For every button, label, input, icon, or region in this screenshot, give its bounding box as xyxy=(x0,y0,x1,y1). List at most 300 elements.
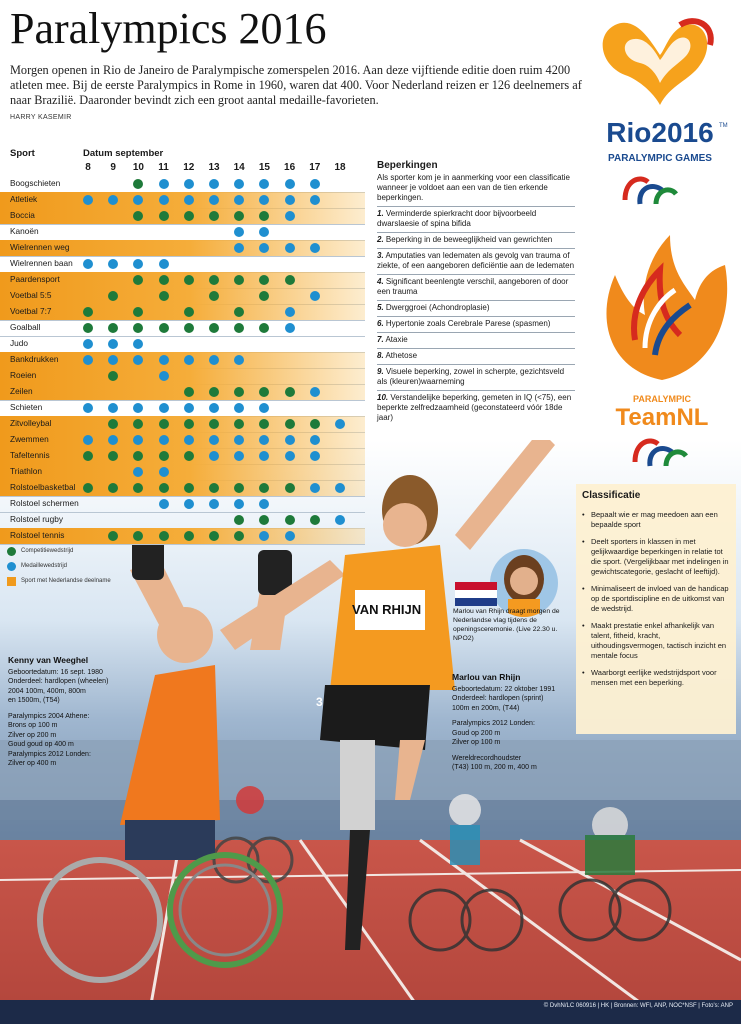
bio-line: Geboortedatum: 22 oktober 1991 xyxy=(452,685,556,693)
rio-2016-logo xyxy=(585,5,735,165)
competition-dot xyxy=(108,419,118,429)
bio-line: Geboortedatum: 16 sept. 1980 xyxy=(8,668,103,676)
sport-name: Rolstoel tennis xyxy=(10,530,65,540)
medal-dot xyxy=(310,483,320,493)
competition-dot xyxy=(133,483,143,493)
beperkingen-panel xyxy=(377,160,575,426)
sport-name: Tafeltennis xyxy=(10,450,50,460)
bio-line: Zilver op 400 m xyxy=(8,760,57,767)
competition-dot xyxy=(234,531,244,541)
sport-name: Atletiek xyxy=(10,194,38,204)
competition-dot xyxy=(310,515,320,525)
competition-dot xyxy=(184,531,194,541)
medal-dot xyxy=(310,435,320,445)
sport-name: Schieten xyxy=(10,402,43,412)
sport-name: Judo xyxy=(10,338,28,348)
medal-dot xyxy=(259,243,269,253)
bio-line: 100m en 200m, (T44) xyxy=(452,704,520,712)
sport-name: Kanoën xyxy=(10,226,39,236)
bio-line: Goud goud op 400 m xyxy=(8,741,74,748)
medal-dot xyxy=(259,451,269,461)
medal-dot xyxy=(285,243,295,253)
sport-name: Roeien xyxy=(10,370,37,380)
medal-dot xyxy=(83,435,93,445)
credit-line: © DvhN/LC 060916 | HK | Bronnen: WFI, ANP, NOC*NSF | Foto's: ANP xyxy=(543,1003,733,1009)
medal-dot xyxy=(184,435,194,445)
classificatie-panel xyxy=(576,484,736,734)
medal-dot xyxy=(234,179,244,189)
marlou-results xyxy=(452,719,572,748)
competition-dot xyxy=(259,211,269,221)
medal-dot xyxy=(335,483,345,493)
competition-dot xyxy=(234,483,244,493)
competition-dot xyxy=(234,419,244,429)
sport-row xyxy=(0,528,365,545)
medal-dot xyxy=(83,195,93,205)
day-label: 13 xyxy=(208,162,220,173)
medal-dot xyxy=(133,403,143,413)
bio-line: Paralympics 2012 Londen: xyxy=(452,720,535,727)
bio-line: Paralympics 2012 Londen: xyxy=(8,750,91,758)
competition-dot xyxy=(259,483,269,493)
beperking-text: Ataxie xyxy=(385,335,408,344)
classificatie-item: • Minimaliseert de invloed van de handicap op de sportdiscipline en de uitkomst van de wedstrijd. xyxy=(582,584,732,614)
kenny-bio xyxy=(8,656,123,769)
page-title: Paralympics 2016 xyxy=(10,4,327,53)
day-label: 12 xyxy=(183,162,195,173)
dutch-swatch xyxy=(7,577,16,586)
medal-dot xyxy=(285,179,295,189)
beperking-number: 9. xyxy=(377,367,384,376)
schedule-table xyxy=(0,140,370,540)
medal-dot xyxy=(310,451,320,461)
beperking-text: Dwerggroei (Achondroplasie) xyxy=(385,303,490,312)
classificatie-item: • Deelt sporters in klassen in met gelijkwaardige beperkingen in relatie tot die sport. (Vergelijkbaar met indelingen in gewichtscategorie, geslacht of leeftijd). xyxy=(582,537,732,577)
sport-name: Boogschieten xyxy=(10,178,61,188)
sport-name: Wielrennen baan xyxy=(10,258,73,268)
competition-dot xyxy=(234,515,244,525)
beperking-item xyxy=(377,274,575,300)
bio-line: Onderdeel: hardlopen (sprint) xyxy=(452,695,544,702)
medal-dot xyxy=(133,467,143,477)
competition-dot xyxy=(133,211,143,221)
medal-dot xyxy=(209,195,219,205)
sport-name: Goalball xyxy=(10,322,41,332)
classificatie-list xyxy=(582,510,732,695)
medal-dot xyxy=(108,355,118,365)
day-label: 16 xyxy=(284,162,296,173)
teamnl-wordmark: TeamNL xyxy=(615,404,709,431)
sport-row xyxy=(0,496,365,513)
medal-dot xyxy=(159,179,169,189)
medal-dot xyxy=(133,259,143,269)
sport-name: Boccia xyxy=(10,210,35,220)
medal-dot xyxy=(259,179,269,189)
bio-line: Brons op 100 m xyxy=(8,722,58,729)
medal-dot xyxy=(133,355,143,365)
medal-dot xyxy=(209,451,219,461)
competition-dot xyxy=(83,307,93,317)
competition-dot xyxy=(259,387,269,397)
medal-dot xyxy=(310,243,320,253)
beperking-text: Verstandelijke beperking, gemeten in IQ (<75), een beperkte zelfredzaamheid (geconstateerd vóór 18de jaar) xyxy=(377,393,572,422)
medal-dot xyxy=(108,259,118,269)
medal-dot xyxy=(184,195,194,205)
competition-dot xyxy=(83,451,93,461)
marlou-caption: Marlou van Rhijn draagt morgen de Nederlandse vlag tijdens de openingsceremonie. (Live 22.30 u. NPO2) xyxy=(453,608,560,642)
medal-dot xyxy=(234,243,244,253)
sport-row xyxy=(0,288,365,305)
competition-dot xyxy=(159,419,169,429)
competition-dot xyxy=(108,451,118,461)
competition-dot xyxy=(234,323,244,333)
medal-dot xyxy=(234,195,244,205)
medal-dot xyxy=(184,499,194,509)
competition-dot xyxy=(234,275,244,285)
day-label: 14 xyxy=(233,162,245,173)
medal-dot xyxy=(159,259,169,269)
competition-dot xyxy=(83,483,93,493)
competition-swatch xyxy=(7,547,16,556)
competition-dot xyxy=(108,291,118,301)
beperking-number: 10. xyxy=(377,393,389,402)
beperking-item xyxy=(377,316,575,332)
competition-dot xyxy=(209,387,219,397)
competition-dot xyxy=(234,387,244,397)
teamnl-flame-icon xyxy=(590,230,735,480)
sport-name: Voetbal 5:5 xyxy=(10,290,52,300)
beperkingen-list xyxy=(377,206,575,426)
competition-dot xyxy=(133,323,143,333)
medal-dot xyxy=(209,355,219,365)
competition-dot xyxy=(108,371,118,381)
competition-dot xyxy=(108,531,118,541)
medal-dot xyxy=(184,403,194,413)
medal-dot xyxy=(234,451,244,461)
competition-dot xyxy=(310,419,320,429)
runner-bib-number: 3 xyxy=(316,695,323,709)
competition-dot xyxy=(209,419,219,429)
medal-dot xyxy=(259,227,269,237)
sport-row xyxy=(0,448,365,465)
competition-dot xyxy=(209,531,219,541)
competition-dot xyxy=(133,275,143,285)
medal-dot xyxy=(108,339,118,349)
competition-dot xyxy=(285,275,295,285)
beperking-item xyxy=(377,232,575,248)
competition-dot xyxy=(184,323,194,333)
sport-row xyxy=(0,176,365,193)
medal-dot xyxy=(108,435,118,445)
competition-dot xyxy=(209,483,219,493)
medal-dot xyxy=(234,403,244,413)
day-label: 18 xyxy=(334,162,346,173)
intro-text: Morgen openen in Rio de Janeiro de Paralympische zomerspelen 2016. Aan deze vijftiende editie doen ruim 4200 atleten mee. Bij de eerste Paralympics in Rome in 1960, waren dat 400. Voor Nederland reizen er 126 deelnemers af naar Brazilië. Daaronder bevindt zich een groot aantal medaille-favorieten. xyxy=(10,63,582,107)
competition-dot xyxy=(184,483,194,493)
medal-dot xyxy=(159,467,169,477)
beperking-number: 5. xyxy=(377,303,384,312)
sport-name: Zitvolleybal xyxy=(10,418,52,428)
agitos-icon xyxy=(620,170,680,208)
competition-dot xyxy=(285,483,295,493)
beperking-text: Amputaties van ledematen als gevolg van trauma of ziekte, of een aangeboren deficiëntie aan de ledematen xyxy=(377,251,575,270)
medal-dot xyxy=(310,291,320,301)
medal-dot xyxy=(133,195,143,205)
bio-line: Goud op 200 m xyxy=(452,729,501,737)
kenny-results xyxy=(8,712,123,769)
medal-dot xyxy=(209,179,219,189)
sport-row xyxy=(0,240,365,257)
medal-dot xyxy=(259,531,269,541)
beperking-number: 1. xyxy=(377,209,384,218)
medal-dot xyxy=(83,403,93,413)
sport-row xyxy=(0,400,365,417)
beperking-number: 7. xyxy=(377,335,384,344)
beperking-text: Visuele beperking, zowel in scherpte, gezichtsveld als (kleuren)waarneming xyxy=(377,367,565,386)
sport-row xyxy=(0,416,365,433)
sport-row xyxy=(0,304,365,321)
competition-dot xyxy=(234,211,244,221)
beperking-item xyxy=(377,332,575,348)
competition-dot xyxy=(159,323,169,333)
rio-wordmark: Rio2016 xyxy=(606,117,714,148)
day-label: 10 xyxy=(132,162,144,173)
day-label: 8 xyxy=(85,162,91,173)
beperking-item xyxy=(377,248,575,274)
beperking-number: 4. xyxy=(377,277,384,286)
medal-dot xyxy=(285,307,295,317)
beperking-text: Significant beenlengte verschil, aangeboren of door een trauma xyxy=(377,277,569,296)
competition-dot xyxy=(133,419,143,429)
sport-name: Rolstoel rugby xyxy=(10,514,64,524)
competition-dot xyxy=(159,291,169,301)
rio-subtitle: PARALYMPIC GAMES xyxy=(608,153,712,164)
medal-dot xyxy=(83,259,93,269)
competition-dot xyxy=(159,531,169,541)
competition-dot xyxy=(209,211,219,221)
medal-dot xyxy=(259,435,269,445)
medal-dot xyxy=(184,179,194,189)
sport-row xyxy=(0,256,365,273)
bio-line: Paralympics 2004 Athene: xyxy=(8,712,90,720)
sport-name: Bankdrukken xyxy=(10,354,59,364)
marlou-records xyxy=(452,754,572,773)
medal-dot xyxy=(259,499,269,509)
medal-dot xyxy=(83,339,93,349)
runner-bib-name: VAN RHIJN xyxy=(352,602,422,617)
medal-dot xyxy=(285,211,295,221)
competition-dot xyxy=(133,179,143,189)
competition-dot xyxy=(259,515,269,525)
medal-dot xyxy=(234,355,244,365)
sport-row xyxy=(0,208,365,225)
competition-dot xyxy=(159,451,169,461)
competition-dot xyxy=(259,275,269,285)
rio-tm-mark: TM xyxy=(719,123,728,129)
competition-dot xyxy=(159,483,169,493)
beperking-text: Athetose xyxy=(385,351,418,360)
beperkingen-title: Beperkingen xyxy=(377,160,438,171)
beperking-item xyxy=(377,348,575,364)
sport-row xyxy=(0,224,365,241)
competition-dot xyxy=(108,323,118,333)
sport-name: Triathlon xyxy=(10,466,42,476)
competition-dot xyxy=(108,483,118,493)
competition-dot xyxy=(209,275,219,285)
legend-dutch-label: Sport met Nederlandse deelname xyxy=(21,578,111,584)
competition-dot xyxy=(285,515,295,525)
byline: HARRY KASEMIR xyxy=(10,114,72,121)
dutch-flag-icon xyxy=(455,582,497,606)
beperking-text: Beperking in de beweeglijkheid van gewrichten xyxy=(385,235,553,244)
bio-line: en 1500m, (T54) xyxy=(8,697,60,704)
bio-line: Wereldrecordhoudster xyxy=(452,754,522,762)
classificatie-title: Classificatie xyxy=(582,490,641,501)
sport-row xyxy=(0,512,365,529)
sport-name: Rolstoelbasketbal xyxy=(10,482,76,492)
legend-medal-label: Medaillewedstrijd xyxy=(21,563,68,569)
competition-dot xyxy=(159,275,169,285)
bio-line: 2004 100m, 400m, 800m xyxy=(8,687,86,695)
day-label: 11 xyxy=(158,162,169,173)
medal-dot xyxy=(83,355,93,365)
legend-competition-label: Competitiewedstrijd xyxy=(21,548,74,554)
medal-dot xyxy=(133,435,143,445)
day-label: 9 xyxy=(110,162,116,173)
competition-dot xyxy=(184,211,194,221)
medal-dot xyxy=(310,179,320,189)
bio-line: Onderdeel: hardlopen (wheelen) xyxy=(8,678,109,685)
sport-name: Zeilen xyxy=(10,386,33,396)
medal-dot xyxy=(133,339,143,349)
bio-line: (T43) 100 m, 200 m, 400 m xyxy=(452,764,537,771)
competition-dot xyxy=(184,387,194,397)
medal-dot xyxy=(234,499,244,509)
competition-dot xyxy=(259,291,269,301)
beperking-text: Verminderde spierkracht door bijvoorbeeld dwarslaesie of spina bifida xyxy=(377,209,537,228)
sport-row xyxy=(0,320,365,337)
medal-dot xyxy=(108,195,118,205)
beperking-item xyxy=(377,364,575,390)
day-label: 15 xyxy=(258,162,270,173)
sport-row xyxy=(0,384,365,401)
beperking-item xyxy=(377,390,575,426)
medal-dot xyxy=(310,387,320,397)
medal-dot xyxy=(234,227,244,237)
sport-row xyxy=(0,480,365,497)
competition-dot xyxy=(83,323,93,333)
competition-dot xyxy=(259,419,269,429)
kenny-name: Kenny van Weeghel xyxy=(8,655,89,665)
competition-dot xyxy=(133,531,143,541)
beperking-text: Hypertonie zoals Cerebrale Parese (spasmen) xyxy=(385,319,551,328)
competition-dot xyxy=(259,323,269,333)
classificatie-item: • Maakt prestatie enkel afhankelijk van talent, fitheid, kracht, uithoudingsvermogen, tactisch inzicht en mentale focus xyxy=(582,621,732,661)
competition-dot xyxy=(184,307,194,317)
medal-dot xyxy=(209,403,219,413)
beperking-number: 2. xyxy=(377,235,384,244)
competition-dot xyxy=(184,275,194,285)
competition-dot xyxy=(285,387,295,397)
sport-name: Rolstoel schermen xyxy=(10,498,79,508)
medal-dot xyxy=(285,195,295,205)
beperking-item xyxy=(377,300,575,316)
sport-row xyxy=(0,272,365,289)
medal-dot xyxy=(285,323,295,333)
beperking-number: 6. xyxy=(377,319,384,328)
medal-dot xyxy=(159,355,169,365)
medal-dot xyxy=(108,403,118,413)
kenny-details xyxy=(8,668,123,706)
beperking-item xyxy=(377,206,575,232)
competition-dot xyxy=(133,451,143,461)
sport-name: Wielrennen weg xyxy=(10,242,70,252)
bio-line: Zilver op 200 m xyxy=(8,731,57,739)
medal-dot xyxy=(259,403,269,413)
medal-dot xyxy=(335,419,345,429)
beperking-number: 8. xyxy=(377,351,384,360)
sport-row xyxy=(0,368,365,385)
medal-dot xyxy=(159,403,169,413)
medal-dot xyxy=(285,435,295,445)
competition-dot xyxy=(159,211,169,221)
competition-dot xyxy=(234,307,244,317)
marlou-name: Marlou van Rhijn xyxy=(452,672,521,682)
classificatie-item: • Waarborgt eerlijke wedstrijdsport voor mensen met een beperking. xyxy=(582,668,732,688)
date-column-header: Datum september xyxy=(83,148,164,159)
sport-row xyxy=(0,192,365,209)
medal-dot xyxy=(285,451,295,461)
rio-emblem-icon xyxy=(585,5,735,165)
teamnl-paralympic-label: PARALYMPIC xyxy=(632,394,692,404)
sport-row xyxy=(0,464,365,481)
medal-dot xyxy=(310,195,320,205)
medal-dot xyxy=(285,531,295,541)
medal-swatch xyxy=(7,562,16,571)
competition-dot xyxy=(133,307,143,317)
medal-dot xyxy=(209,435,219,445)
day-label: 17 xyxy=(309,162,321,173)
sport-row xyxy=(0,336,365,353)
medal-dot xyxy=(259,195,269,205)
classificatie-item: • Bepaalt wie er mag meedoen aan een bepaalde sport xyxy=(582,510,732,530)
sport-name: Voetbal 7:7 xyxy=(10,306,52,316)
sport-row xyxy=(0,432,365,449)
competition-dot xyxy=(184,451,194,461)
sport-column-header: Sport xyxy=(10,148,35,159)
competition-dot xyxy=(209,291,219,301)
medal-dot xyxy=(159,499,169,509)
sport-row xyxy=(0,352,365,369)
medal-dot xyxy=(159,435,169,445)
medal-dot xyxy=(234,435,244,445)
marlou-details xyxy=(452,685,572,714)
teamnl-logo xyxy=(590,230,735,480)
marlou-bio xyxy=(452,673,572,773)
bio-line: Zilver op 100 m xyxy=(452,739,501,746)
sport-name: Zwemmen xyxy=(10,434,49,444)
competition-dot xyxy=(285,419,295,429)
competition-dot xyxy=(209,323,219,333)
competition-dot xyxy=(184,419,194,429)
sport-name: Paardensport xyxy=(10,274,60,284)
beperkingen-intro: Als sporter kom je in aanmerking voor een classificatie wanneer je voldoet aan een van de tien erkende beperkingen. xyxy=(377,173,570,202)
beperking-number: 3. xyxy=(377,251,384,260)
medal-dot xyxy=(209,499,219,509)
medal-dot xyxy=(184,355,194,365)
medal-dot xyxy=(159,195,169,205)
medal-dot xyxy=(159,371,169,381)
